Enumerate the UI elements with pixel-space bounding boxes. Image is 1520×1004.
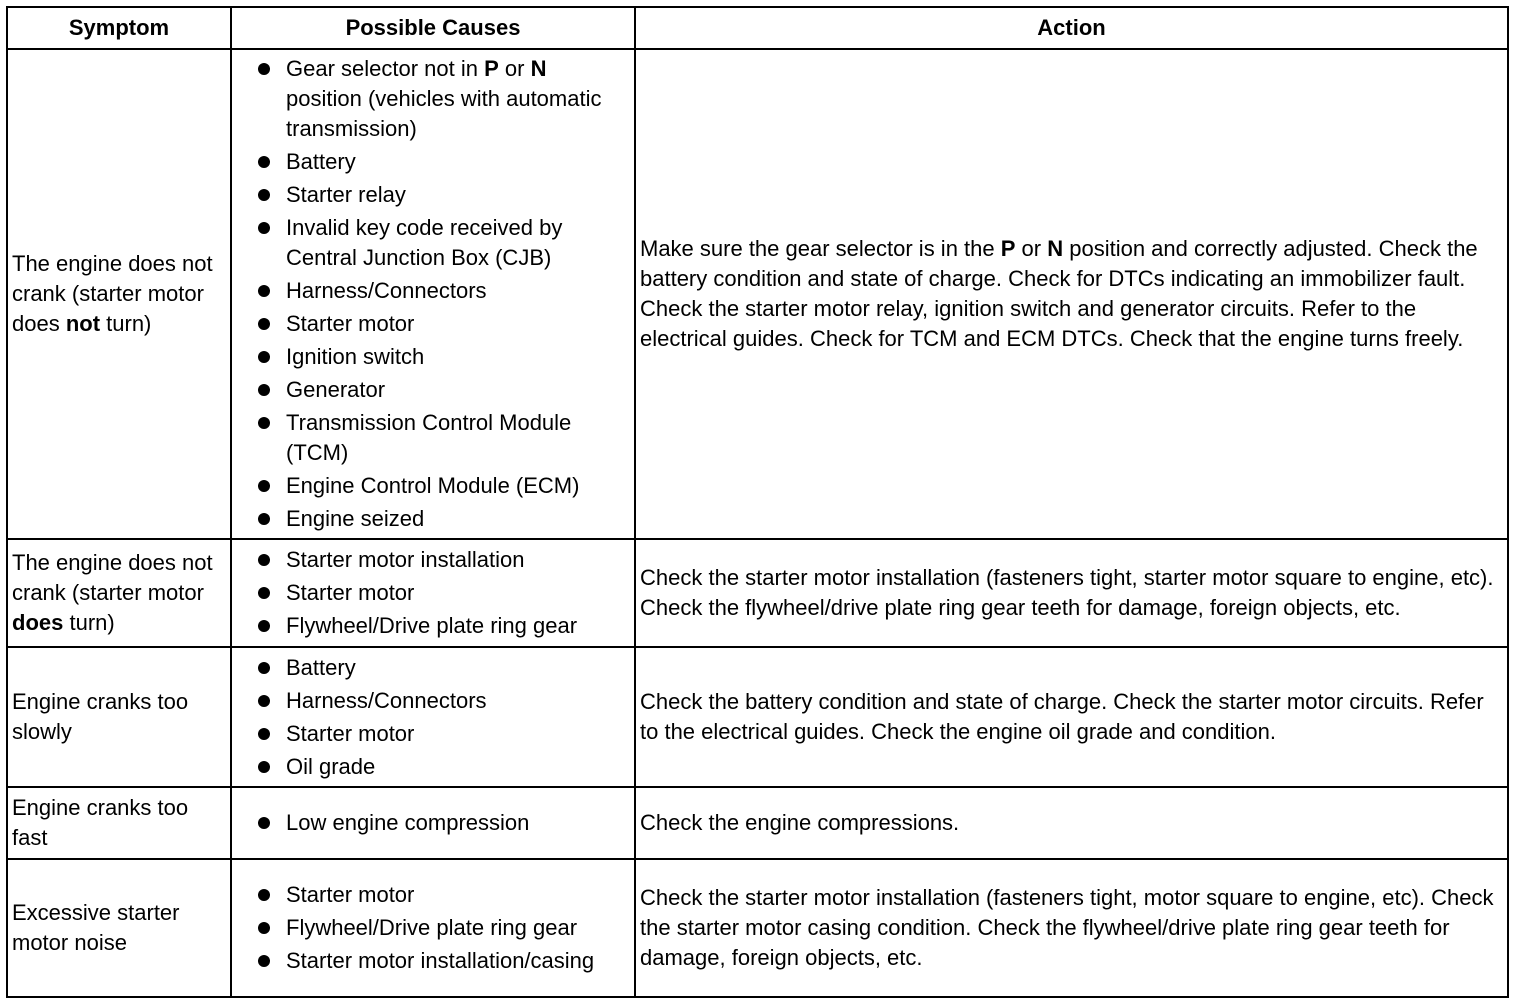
action-cell [635,49,1508,539]
header-action: Action [635,7,1508,49]
cause-item: Oil grade [286,752,626,782]
cause-item: Engine Control Module (ECM) [286,471,626,501]
cause-emphasis: P [484,56,499,81]
header-row [7,7,1508,49]
action-cell: Check the battery condition and state of charge. Check the starter motor circuits. Refer to the electrical guides. Check the engine oil grade and condition. [635,647,1508,787]
table-row [7,539,1508,647]
symptom-cell: Engine cranks too fast [7,787,231,859]
causes-cell [231,859,635,997]
causes-cell [231,647,635,787]
cause-item: Invalid key code received by Central Junction Box (CJB) [286,213,626,273]
cause-item: Flywheel/Drive plate ring gear [286,611,626,641]
cause-item: Flywheel/Drive plate ring gear [286,913,626,943]
cause-item: Starter relay [286,180,626,210]
cause-emphasis: N [530,56,547,81]
cause-list [236,545,630,641]
header-symptom: Symptom [7,7,231,49]
symptom-cell [7,49,231,539]
cause-item: Starter motor installation/casing [286,946,626,976]
action-emphasis: N [1047,236,1064,261]
table-row [7,859,1508,997]
cause-item: Starter motor [286,578,626,608]
cause-list [236,808,630,838]
cause-list [236,880,630,976]
cause-item: Low engine compression [286,808,626,838]
causes-cell [231,539,635,647]
causes-cell [231,49,635,539]
cause-item: Harness/Connectors [286,276,626,306]
action-emphasis: P [1000,236,1016,261]
symptom-text: The engine does not crank (starter motor does [12,251,213,336]
symptom-cell: Engine cranks too slowly [7,647,231,787]
cause-item: Starter motor [286,309,626,339]
cause-item: Harness/Connectors [286,686,626,716]
symptom-text: The engine does not crank (starter motor [12,550,213,605]
action-text: Make sure the gear selector is in the [640,236,1001,261]
action-text: or [1015,236,1048,261]
symptom-emphasis: does [12,610,64,635]
action-cell: Check the starter motor installation (fasteners tight, starter motor square to engine, etc). Check the flywheel/drive plate ring gear teeth for damage, foreign objects, etc. [635,539,1508,647]
action-cell: Check the engine compressions. [635,787,1508,859]
cause-text: position (vehicles with automatic transmission) [286,86,602,141]
action-text: position and correctly adjusted. Check the battery condition and state of charge. Check for DTCs indicating an immobilizer fault. Check the starter motor relay, ignition switch and generator circuits. Refer to the electrical guides. Check for TCM and ECM DTCs. Check that the engine turns freely. [640,236,1478,351]
table-row [7,49,1508,539]
cause-item: Starter motor [286,719,626,749]
cause-item: Transmission Control Module (TCM) [286,408,626,468]
cause-item [286,54,626,144]
diagnostic-table [6,6,1509,998]
symptom-cell: Excessive starter motor noise [7,859,231,997]
symptom-text: turn) [63,610,115,635]
cause-item: Battery [286,147,626,177]
cause-item: Ignition switch [286,342,626,372]
symptom-cell [7,539,231,647]
cause-item: Generator [286,375,626,405]
cause-item: Starter motor installation [286,545,626,575]
cause-list [236,54,630,534]
cause-item: Starter motor [286,880,626,910]
cause-item: Battery [286,653,626,683]
causes-cell [231,787,635,859]
cause-list [236,653,630,782]
header-possible-causes: Possible Causes [231,7,635,49]
action-cell: Check the starter motor installation (fasteners tight, motor square to engine, etc). Check the starter motor casing condition. Check the flywheel/drive plate ring gear teeth for damage, foreign objects, etc. [635,859,1508,997]
symptom-emphasis: not [65,311,101,336]
table-row [7,787,1508,859]
cause-text: Gear selector not in [286,56,485,81]
table-row [7,647,1508,787]
cause-text: or [498,56,531,81]
symptom-text: turn) [100,311,152,336]
cause-item: Engine seized [286,504,626,534]
